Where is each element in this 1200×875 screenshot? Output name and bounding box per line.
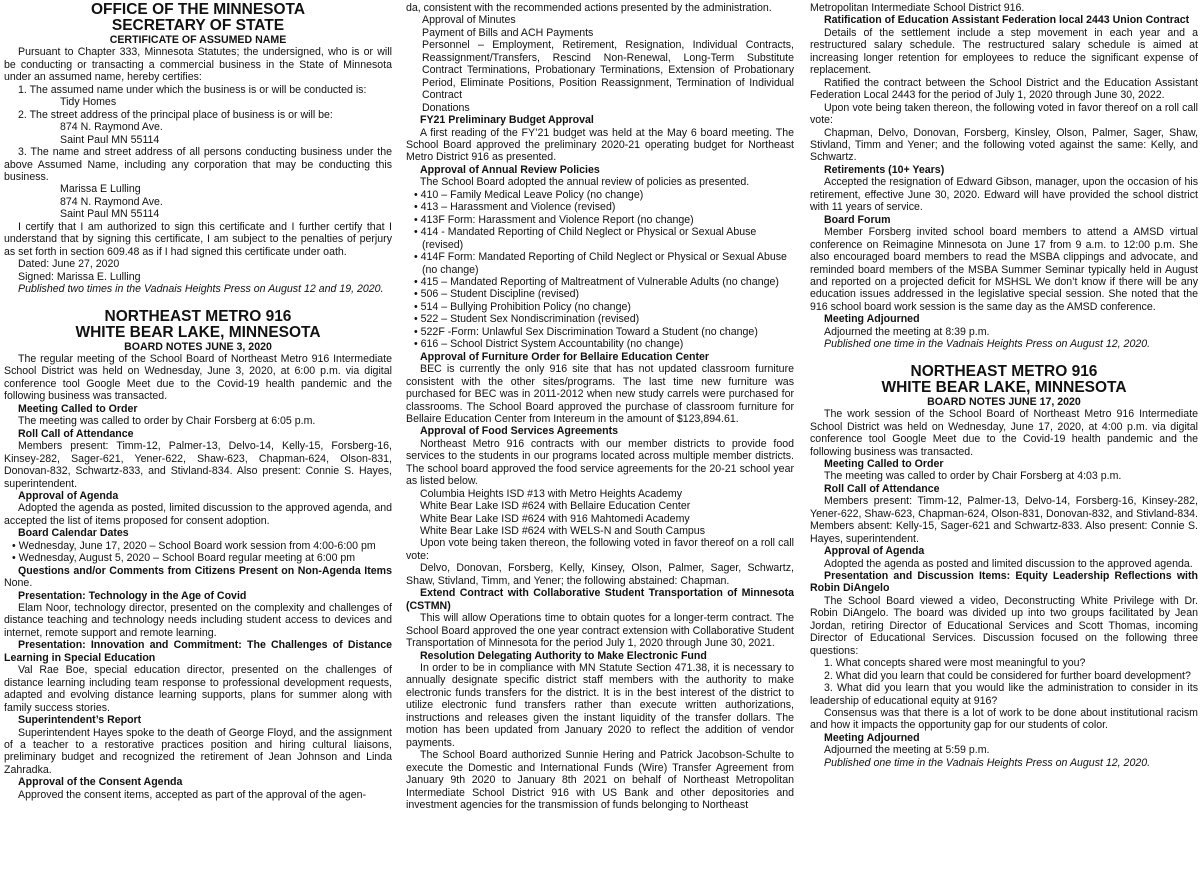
board-notes-june-17 [810,364,1198,770]
paragraph: Member Forsberg invited school board members to attend a AMSD virtual conference on Reimagine Minnesota on June 17 from 9 a.m. to 12:00 p.m. She also encouraged board members to read the MSBA clippings and advocate, and reminded board members of the MSBA Summer Seminar typically held in August and reported on a projected deficit for MSHSL We don’t know if there will be any education issues addressed in the legislative special session. She noted that the 916 school board work session is the same day as the AMSD conference. [810,226,1198,313]
column-2 [406,2,794,811]
paragraph: Superintendent Hayes spoke to the death of George Floyd, and the assignment of a teacher to a restorative practices position and hiring cultural liaisons, preliminary budget and recognized the retirement of Jean Johnson and Linda Zahradka. [4,726,392,776]
paragraph: The School Board authorized Sunnie Hering and Patrick Jacobson-Schulte to execute the Domestic and International Funds (Wire) Transfer Agreement from January 9th 2020 to January 8th 2021 on behalf of Northeast Metropolitan Intermediate School District 916 with US Bank and other depositories and investment agencies for the transmission of funds belonging to Northeast [406,749,794,811]
list-item: • 616 – School District System Accountability (no change) [414,338,684,351]
section-heading: Approval of Agenda [18,489,119,502]
section-heading: Approval of Food Services Agreements [420,425,618,438]
paragraph: I certify that I am authorized to sign this certificate and I further certify that I understand that by signing this certificate, I am subject to the penalties of perjury as set forth in section 609.48 as if I had signed this certificate under oath. [4,220,392,258]
paragraph: Pursuant to Chapter 333, Minnesota Statutes; the undersigned, who is or will be conducting or transacting a commercial business in the State of Minnesota under an assumed name, hereby certifies: [4,46,392,84]
list-item: 2. What did you learn that could be considered for further board development? [824,669,1191,682]
paragraph: Accepted the resignation of Edward Gibson, manager, upon the occasion of his retirement, effective June 30, 2020. Edward will have provided the school district with 11 years of service. [810,176,1198,214]
section-heading: FY21 Preliminary Budget Approval [420,114,594,127]
paragraph: Ratified the contract between the School District and the Education Assistant Federation Local 2443 for the period of July 1, 2020 through June 30, 2022. [810,76,1198,102]
section-heading: Approval of Annual Review Policies [420,163,600,176]
paragraph: Chapman, Delvo, Donovan, Forsberg, Kinsley, Olson, Palmer, Sager, Shaw, Stivland, Timm and Yener; and the following voted against the same: Kelly, and Schwartz. [810,126,1198,164]
paragraph-text: None. [4,577,33,590]
paragraph: The regular meeting of the School Board of Northeast Metro 916 Intermediate School District was held on Wednesday, June 3, 2020, at 6:00 p.m. via digital conference tool Google Meet due to the Covid-19 health pandemic and the following business was transacted. [4,352,392,403]
list-item: • 414F Form: Mandated Reporting of Child Neglect or Physical or Sexual Abuse (no change) [414,251,787,276]
section-heading: Roll Call of Attendance [824,482,940,495]
column-1 [4,2,392,801]
notice-subtitle: BOARD NOTES JUNE 3, 2020 [124,340,272,353]
list-item: White Bear Lake ISD #624 with WELS-N and South Campus [420,525,705,538]
paragraph: Dated: June 27, 2020 [18,258,120,271]
section-heading: Roll Call of Attendance [18,427,134,440]
paragraph: Approved the consent items, accepted as part of the approval of the agen- [18,788,367,801]
publication-note: Published one time in the Vadnais Heights Press on August 12, 2020. [824,338,1151,351]
paragraph: The School Board viewed a video, Deconstructing White Privilege with Dr. Robin DiAngelo. The board was divided up into two groups facilitated by Jean Jordan, retiring Director of Educational Services and Scott Thomas, incoming Director of Educational Services. Discussion focused on the following three questions: [810,594,1198,657]
list-item: • 415 – Mandated Reporting of Maltreatment of Vulnerable Adults (no change) [414,275,779,288]
paragraph: 874 N. Raymond Ave. [60,195,163,208]
section-heading: Board Calendar Dates [18,527,129,540]
notice-title: SECRETARY OF STATE [111,17,285,34]
column-3 [810,2,1198,769]
paragraph: Delvo, Donovan, Forsberg, Kelly, Kinsey, Olson, Palmer, Sager, Schwartz, Shaw, Stivland, Timm, and Yener; the following abstained: Chapman. [406,562,794,587]
paragraph: Adopted the agenda as posted and limited discussion to the approved agenda. [824,557,1193,570]
paragraph: Signed: Marissa E. Lulling [18,270,141,283]
section-heading: Meeting Called to Order [18,402,138,415]
notice-title: WHITE BEAR LAKE, MINNESOTA [75,323,321,341]
notice-title: NORTHEAST METRO 916 [910,362,1098,380]
list-item: White Bear Lake ISD #624 with 916 Mahtomedi Academy [420,512,690,525]
list-item: • 413 – Harassment and Violence (revised) [414,201,616,214]
paragraph: Marissa E Lulling [60,183,141,196]
list-item: 3. What did you learn that you would like the administration to consider in its leadership of educational equity at 916? [810,682,1198,707]
paragraph: The School Board adopted the annual review of policies as presented. [420,176,750,189]
paragraph: Adjourned the meeting at 5:59 p.m. [824,744,990,757]
publication-note: Published one time in the Vadnais Heights Press on August 12, 2020. [824,756,1151,769]
list-item: Donations [422,101,470,114]
section-heading: Board Forum [824,213,891,226]
paragraph: 3. The name and street address of all persons conducting business under the above Assumed Name, including any corporation that may be conducting this business. [4,146,392,183]
paragraph: BEC is currently the only 916 site that has not updated classroom furniture consistent with the other sites/programs. The last time new furniture was purchased for BEC was in 2011-2012 when new study carrels were purchased for classrooms. The School Board approved the purchase of classroom furniture for Bellaire Education Center from Intereum in the amount of $123,894.61. [406,363,794,425]
section-heading: Ratification of Education Assistant Federation local 2443 Union Contract [824,14,1190,27]
paragraph: 874 N. Raymond Ave. [60,121,163,134]
section-heading: Meeting Adjourned [824,313,920,326]
notice-subtitle: BOARD NOTES JUNE 17, 2020 [927,395,1081,408]
section-heading: Meeting Called to Order [824,457,944,470]
paragraph: Val Rae Boe, special education director, presented on the challenges of distance learning including team response to professional development requests, adapted and evolving distance learning supports, plans for summer along with family success stories. [4,664,392,714]
list-item: • 414 - Mandated Reporting of Child Neglect or Physical or Sexual Abuse (revised) [414,226,757,251]
paragraph: Upon vote being taken thereon, the following voted in favor thereof on a roll call vote: [406,537,794,562]
paragraph: The work session of the School Board of Northeast Metro 916 Intermediate School District was held on Wednesday, June 17, 2020, at 4:00 p.m. via digital conference tool Google Meet due to the Covid-19 health pandemic and the following business was transacted. [810,408,1198,458]
list-item: • 514 – Bullying Prohibition Policy (no change) [414,300,631,313]
list-item: • Wednesday, August 5, 2020 – School Board regular meeting at 6:00 pm [12,552,356,565]
section-heading: Superintendent’s Report [18,714,142,727]
section-heading: Presentation: Innovation and Commitment: The Challenges of Distance Learning in Special Education [4,639,392,664]
paragraph: The meeting was called to order by Chair Forsberg at 4:03 p.m. [824,470,1122,483]
paragraph: Adjourned the meeting at 8:39 p.m. [824,325,990,338]
section-heading: Presentation: Technology in the Age of Covid [18,589,247,602]
list-item: Columbia Heights ISD #13 with Metro Heights Academy [420,487,683,500]
paragraph: Saint Paul MN 55114 [60,208,160,221]
paragraph: Saint Paul MN 55114 [60,133,160,146]
section-heading: Retirements (10+ Years) [824,163,945,176]
paragraph: Details of the settlement include a step movement in each year and a restructured salary schedule. The restructured salary schedule is aimed at increasing longer retention for employees to reduce the significant expense of replacement. [810,26,1198,77]
paragraph: A first reading of the FY’21 budget was held at the May 6 board meeting. The School Board approved the preliminary 2020-21 operating budget for Northeast Metro District 916 as presented. [406,126,794,164]
list-item: • Wednesday, June 17, 2020 – School Board work session from 4:00-6:00 pm [12,539,376,552]
paragraph: Metropolitan Intermediate School District 916. [810,2,1025,14]
paragraph: Members present: Timm-12, Palmer-13, Delvo-14, Forsberg-16, Kinsey-282, Yener-622, Shaw-623, Chapman-624, Olson-831, Donovan-832, and Stivland-834. Members absent: Kelly-15, Sager-621 and Schwartz-833. Also present: Connie S. Hayes, superintendent. [810,495,1198,545]
notice-title: NORTHEAST METRO 916 [104,307,292,325]
section-heading: Questions and/or Comments from Citizens Present on Non-Agenda Items [18,564,392,577]
paragraph: Northeast Metro 916 contracts with our member districts to provide food services to the students in our programs located across multiple member districts. The school board approved the food service agreements for the 20-21 school year as listed below. [406,437,794,488]
section-heading: Approval of Agenda [824,545,925,558]
list-item: • 413F Form: Harassment and Violence Report (no change) [414,213,694,226]
paragraph: Tidy Homes [60,96,117,109]
paragraph: Members present: Timm-12, Palmer-13, Delvo-14, Kelly-15, Forsberg-16, Kinsey-282, Sager-621, Yener-622, Shaw-623, Chapman-624, Olson-831, Donovan-832, Schwartz-833, and Stivland-834. Also present: Connie S. Hayes, superintendent. [4,440,392,490]
section-heading: Meeting Adjourned [824,731,920,744]
paragraph: 2. The street address of the principal place of business is or will be: [18,108,333,121]
list-item: 1. What concepts shared were most meaningful to you? [824,657,1086,670]
paragraph: Elam Noor, technology director, presented on the complexity and challenges of distance teaching and technology needs including student access to devices and internet, remote support and remote learning. [4,602,392,639]
section-heading: Presentation and Discussion Items: Equity Leadership Reflections with Robin DiAngelo [810,570,1198,595]
board-notes-june-3 [4,309,392,802]
paragraph: This will allow Operations time to obtain quotes for a longer-term contract. The School Board approved the one year contract extension with Collaborative Student Transportation of Minnesota for the period July 1, 2020 through June 30, 2021. [406,612,794,650]
paragraph: Upon vote being taken thereon, the following voted in favor thereof on a roll call vote: [810,101,1198,127]
list-item: • 522F -Form: Unlawful Sex Discrimination Toward a Student (no change) [414,325,758,338]
list-item: Payment of Bills and ACH Payments [422,26,594,39]
notice-title: WHITE BEAR LAKE, MINNESOTA [881,378,1127,396]
section-heading: Extend Contract with Collaborative Student Transportation of Minnesota (CSTMN) [406,587,794,612]
publication-note: Published two times in the Vadnais Heights Press on August 12 and 19, 2020. [18,283,384,296]
notice-title: OFFICE OF THE MINNESOTA [90,1,306,18]
paragraph [4,565,392,590]
list-item: • 506 – Student Discipline (revised) [414,288,580,301]
list-item: • 522 – Student Sex Nondiscrimination (revised) [414,313,640,326]
notice-subtitle: CERTIFICATE OF ASSUMED NAME [109,34,287,46]
paragraph: da, consistent with the recommended actions presented by the administration. [406,2,772,14]
assumed-name-notice [4,2,392,296]
paragraph: The meeting was called to order by Chair Forsberg at 6:05 p.m. [18,415,316,428]
paragraph: In order to be in compliance with MN Statute Section 471.38, it is necessary to annually designate specific district staff members with the authority to make electronic funds transfers for the district. It is in the best interest of the district to utilize electronic fund transfers rather than execute written authorizations, instructions and releases given the instant liquidity of the transfer dollars. The motion has been updated from January 2020 to reflect the addition of vendor payments. [406,662,794,749]
section-heading: Approval of Furniture Order for Bellaire Education Center [420,350,710,363]
list-item: Personnel – Employment, Retirement, Resignation, Individual Contracts, Reassignment/Transfers, Rescind Non-Renewal, Long-Term Substitute Contract Terminations, Probationary Terminations, Extension of Probationary Period, Eliminate Positions, Position Reassignment, Termination of Individual Contract [422,39,794,102]
section-heading: Resolution Delegating Authority to Make Electronic Fund [420,649,707,662]
paragraph: Adopted the agenda as posted, limited discussion to the approved agenda, and accepted the list of items proposed for consent adoption. [4,502,392,527]
paragraph: 1. The assumed name under which the business is or will be conducted is: [18,83,367,96]
list-item: • 410 – Family Medical Leave Policy (no change) [414,188,644,201]
list-item: White Bear Lake ISD #624 with Bellaire Education Center [420,500,691,513]
paragraph: Consensus was that there is a lot of work to be done about institutional racism and how it impacts the opportunity gap for our students of color. [810,707,1198,732]
list-item: Approval of Minutes [422,14,516,27]
section-heading: Approval of the Consent Agenda [18,776,183,789]
